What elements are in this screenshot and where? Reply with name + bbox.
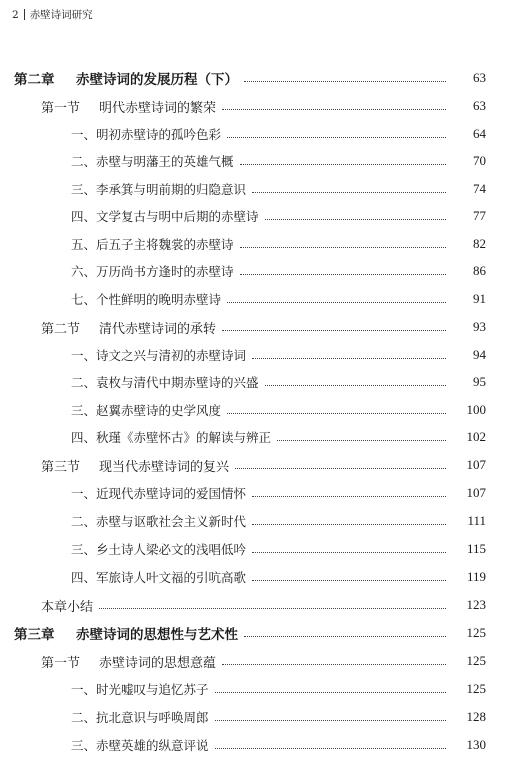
toc-entry-title [71, 346, 246, 364]
dot-leader [222, 664, 446, 665]
toc-entry-subsection[interactable] [0, 707, 512, 727]
toc-entry-text: 清代赤壁诗词的承转 [99, 321, 217, 337]
toc-entry-text: 三、赵翼赤壁诗的史学风度 [71, 403, 222, 418]
toc-entry-label: 第二节 [41, 321, 81, 337]
toc-entry-page: 107 [466, 485, 486, 500]
header-divider [24, 9, 25, 20]
toc-entry-chapter[interactable] [0, 623, 512, 643]
toc-entry-text: 七、个性鲜明的晚明赤壁诗 [71, 292, 222, 307]
toc-entry-title [71, 180, 246, 198]
toc-entry-title [41, 97, 216, 116]
toc-entry-text: 一、近现代赤壁诗词的爱国情怀 [71, 486, 247, 501]
toc-entry-subsection[interactable] [0, 427, 512, 447]
toc-entry-text: 赤壁诗词的发展历程（下） [76, 72, 238, 88]
toc-entry-text: 二、赤壁与讴歌社会主义新时代 [71, 514, 247, 529]
dot-leader [265, 219, 446, 220]
toc-entry-text: 三、赤壁英雄的纵意评说 [71, 738, 209, 753]
toc-entry-text: 本章小结 [41, 599, 94, 615]
toc-entry-page: 86 [473, 263, 486, 278]
toc-entry-page: 119 [466, 569, 486, 584]
toc-entry-page: 77 [473, 208, 486, 223]
toc-entry-page: 123 [466, 597, 486, 612]
toc-entry-title [41, 318, 216, 337]
toc-entry-title [71, 290, 221, 308]
toc-entry-page: 95 [473, 374, 486, 389]
toc-entry-text: 明代赤壁诗词的繁荣 [99, 100, 217, 116]
dot-leader [240, 247, 446, 248]
dot-leader [252, 496, 446, 497]
dot-leader [215, 692, 446, 693]
toc-entry-title [41, 652, 216, 671]
toc-entry-subsection[interactable] [0, 234, 512, 254]
toc-entry-title [71, 235, 234, 253]
toc-entry-label: 第三章 [14, 627, 55, 643]
toc-entry-title [71, 512, 246, 530]
toc-entry-page: 91 [473, 291, 486, 306]
dot-leader [244, 636, 446, 637]
header-page-number: 2 [12, 8, 19, 21]
toc-entry-page: 70 [473, 153, 486, 168]
toc-entry-page: 130 [466, 737, 486, 752]
toc-entry-title [71, 262, 234, 280]
toc-entry-page: 111 [467, 513, 486, 528]
toc-entry-label: 第一节 [41, 100, 81, 116]
toc-entry-subsection[interactable] [0, 151, 512, 171]
toc-entry-page: 63 [473, 70, 486, 85]
dot-leader [222, 109, 446, 110]
toc-entry-text: 四、文学复古与明中后期的赤壁诗 [71, 209, 259, 224]
toc-entry-page: 125 [466, 653, 486, 668]
toc-entry-subsection[interactable] [0, 483, 512, 503]
dot-leader [227, 413, 446, 414]
toc-entry-section[interactable] [0, 317, 512, 337]
toc-entry-title [71, 125, 221, 143]
running-header [12, 7, 93, 22]
toc-entry-text: 一、诗文之兴与清初的赤壁诗词 [71, 348, 247, 363]
toc-entry-text: 二、赤壁与明藩王的英雄气概 [71, 154, 234, 169]
toc-entry-page: 93 [473, 319, 486, 334]
toc-entry-text: 三、乡土诗人梁必文的浅唱低吟 [71, 542, 247, 557]
toc-entry-page: 74 [473, 181, 486, 196]
dot-leader [240, 274, 446, 275]
toc-entry-title [71, 401, 221, 419]
toc-entry-title [71, 540, 246, 558]
toc-entry-text: 现当代赤壁诗词的复兴 [99, 459, 230, 475]
toc-entry-chapter[interactable] [0, 68, 512, 88]
toc-entry-text: 六、万历尚书方逢时的赤壁诗 [71, 264, 234, 279]
toc-entry-subsection[interactable] [0, 124, 512, 144]
toc-entry-page: 63 [473, 98, 486, 113]
toc-entry-page: 82 [473, 236, 486, 251]
toc-entry-subsection[interactable] [0, 735, 512, 755]
toc-entry-text: 二、抗北意识与呼唤周郎 [71, 710, 209, 725]
toc-entry-title [14, 623, 238, 643]
toc-entry-label: 第一节 [41, 655, 81, 671]
toc-entry-page: 107 [466, 457, 486, 472]
toc-entry-subsection[interactable] [0, 539, 512, 559]
toc-entry-title [71, 680, 209, 698]
toc-entry-page: 128 [466, 709, 486, 724]
toc-entry-text: 一、明初赤壁诗的孤吟色彩 [71, 127, 222, 142]
toc-entry-text: 四、秋瑾《赤壁怀古》的解读与辨正 [71, 430, 272, 445]
toc-entry-label: 第三节 [41, 459, 81, 475]
toc-entry-subsection[interactable] [0, 511, 512, 531]
dot-leader [252, 358, 446, 359]
dot-leader [277, 440, 446, 441]
toc-entry-page: 94 [473, 347, 486, 362]
dot-leader [215, 748, 446, 749]
dot-leader [252, 580, 446, 581]
toc-entry-text: 赤壁诗词的思想性与艺术性 [76, 627, 238, 643]
toc-entry-page: 125 [466, 625, 486, 640]
toc-entry-page: 100 [466, 402, 486, 417]
toc-entry-page: 102 [466, 429, 486, 444]
dot-leader [244, 81, 446, 82]
toc-entry-text: 一、时光嘘叹与追忆苏子 [71, 682, 209, 697]
dot-leader [99, 608, 446, 609]
toc-entry-title [71, 708, 209, 726]
dot-leader [252, 524, 446, 525]
toc-entry-text: 五、后五子主将魏裳的赤壁诗 [71, 237, 234, 252]
dot-leader [215, 720, 446, 721]
dot-leader [227, 137, 446, 138]
toc-entry-subsection[interactable] [0, 567, 512, 587]
toc-entry-title [71, 484, 246, 502]
toc-entry-subsection[interactable] [0, 400, 512, 420]
toc-entry-text: 二、袁枚与清代中期赤壁诗的兴盛 [71, 375, 259, 390]
toc-entry-page: 125 [466, 681, 486, 696]
toc-entry-page: 64 [473, 126, 486, 141]
toc-entry-text: 赤壁诗词的思想意蕴 [99, 655, 217, 671]
toc-entry-title [14, 68, 238, 88]
toc-entry-text: 三、李承箕与明前期的归隐意识 [71, 182, 247, 197]
toc-entry-text: 四、军旅诗人叶文福的引吭高歌 [71, 570, 247, 585]
toc-entry-title [71, 568, 246, 586]
toc-entry-subsection[interactable] [0, 372, 512, 392]
toc-entry-subsection[interactable] [0, 261, 512, 281]
toc-entry-title [71, 736, 209, 754]
toc-entry-subsection[interactable] [0, 345, 512, 365]
toc-entry-section[interactable] [0, 455, 512, 475]
header-book-title: 赤壁诗词研究 [29, 9, 93, 21]
toc-entry-title [71, 373, 259, 391]
dot-leader [222, 330, 446, 331]
toc-entry-subsection[interactable] [0, 679, 512, 699]
toc-entry-subsection[interactable] [0, 289, 512, 309]
dot-leader [252, 552, 446, 553]
dot-leader [252, 192, 446, 193]
toc-entry-title [71, 207, 259, 225]
toc-entry-page: 115 [466, 541, 486, 556]
toc-entry-title [71, 152, 234, 170]
toc-entry-title [41, 456, 229, 475]
toc-entry-summary[interactable] [0, 595, 512, 615]
toc-entry-subsection[interactable] [0, 179, 512, 199]
dot-leader [227, 302, 446, 303]
dot-leader [235, 468, 446, 469]
dot-leader [265, 385, 446, 386]
dot-leader [240, 164, 446, 165]
toc-entry-title [71, 428, 271, 446]
toc-entry-label: 第二章 [14, 72, 55, 88]
toc-entry-subsection[interactable] [0, 206, 512, 226]
toc-entry-section[interactable] [0, 96, 512, 116]
toc-entry-title [41, 596, 93, 615]
toc-entry-section[interactable] [0, 651, 512, 671]
